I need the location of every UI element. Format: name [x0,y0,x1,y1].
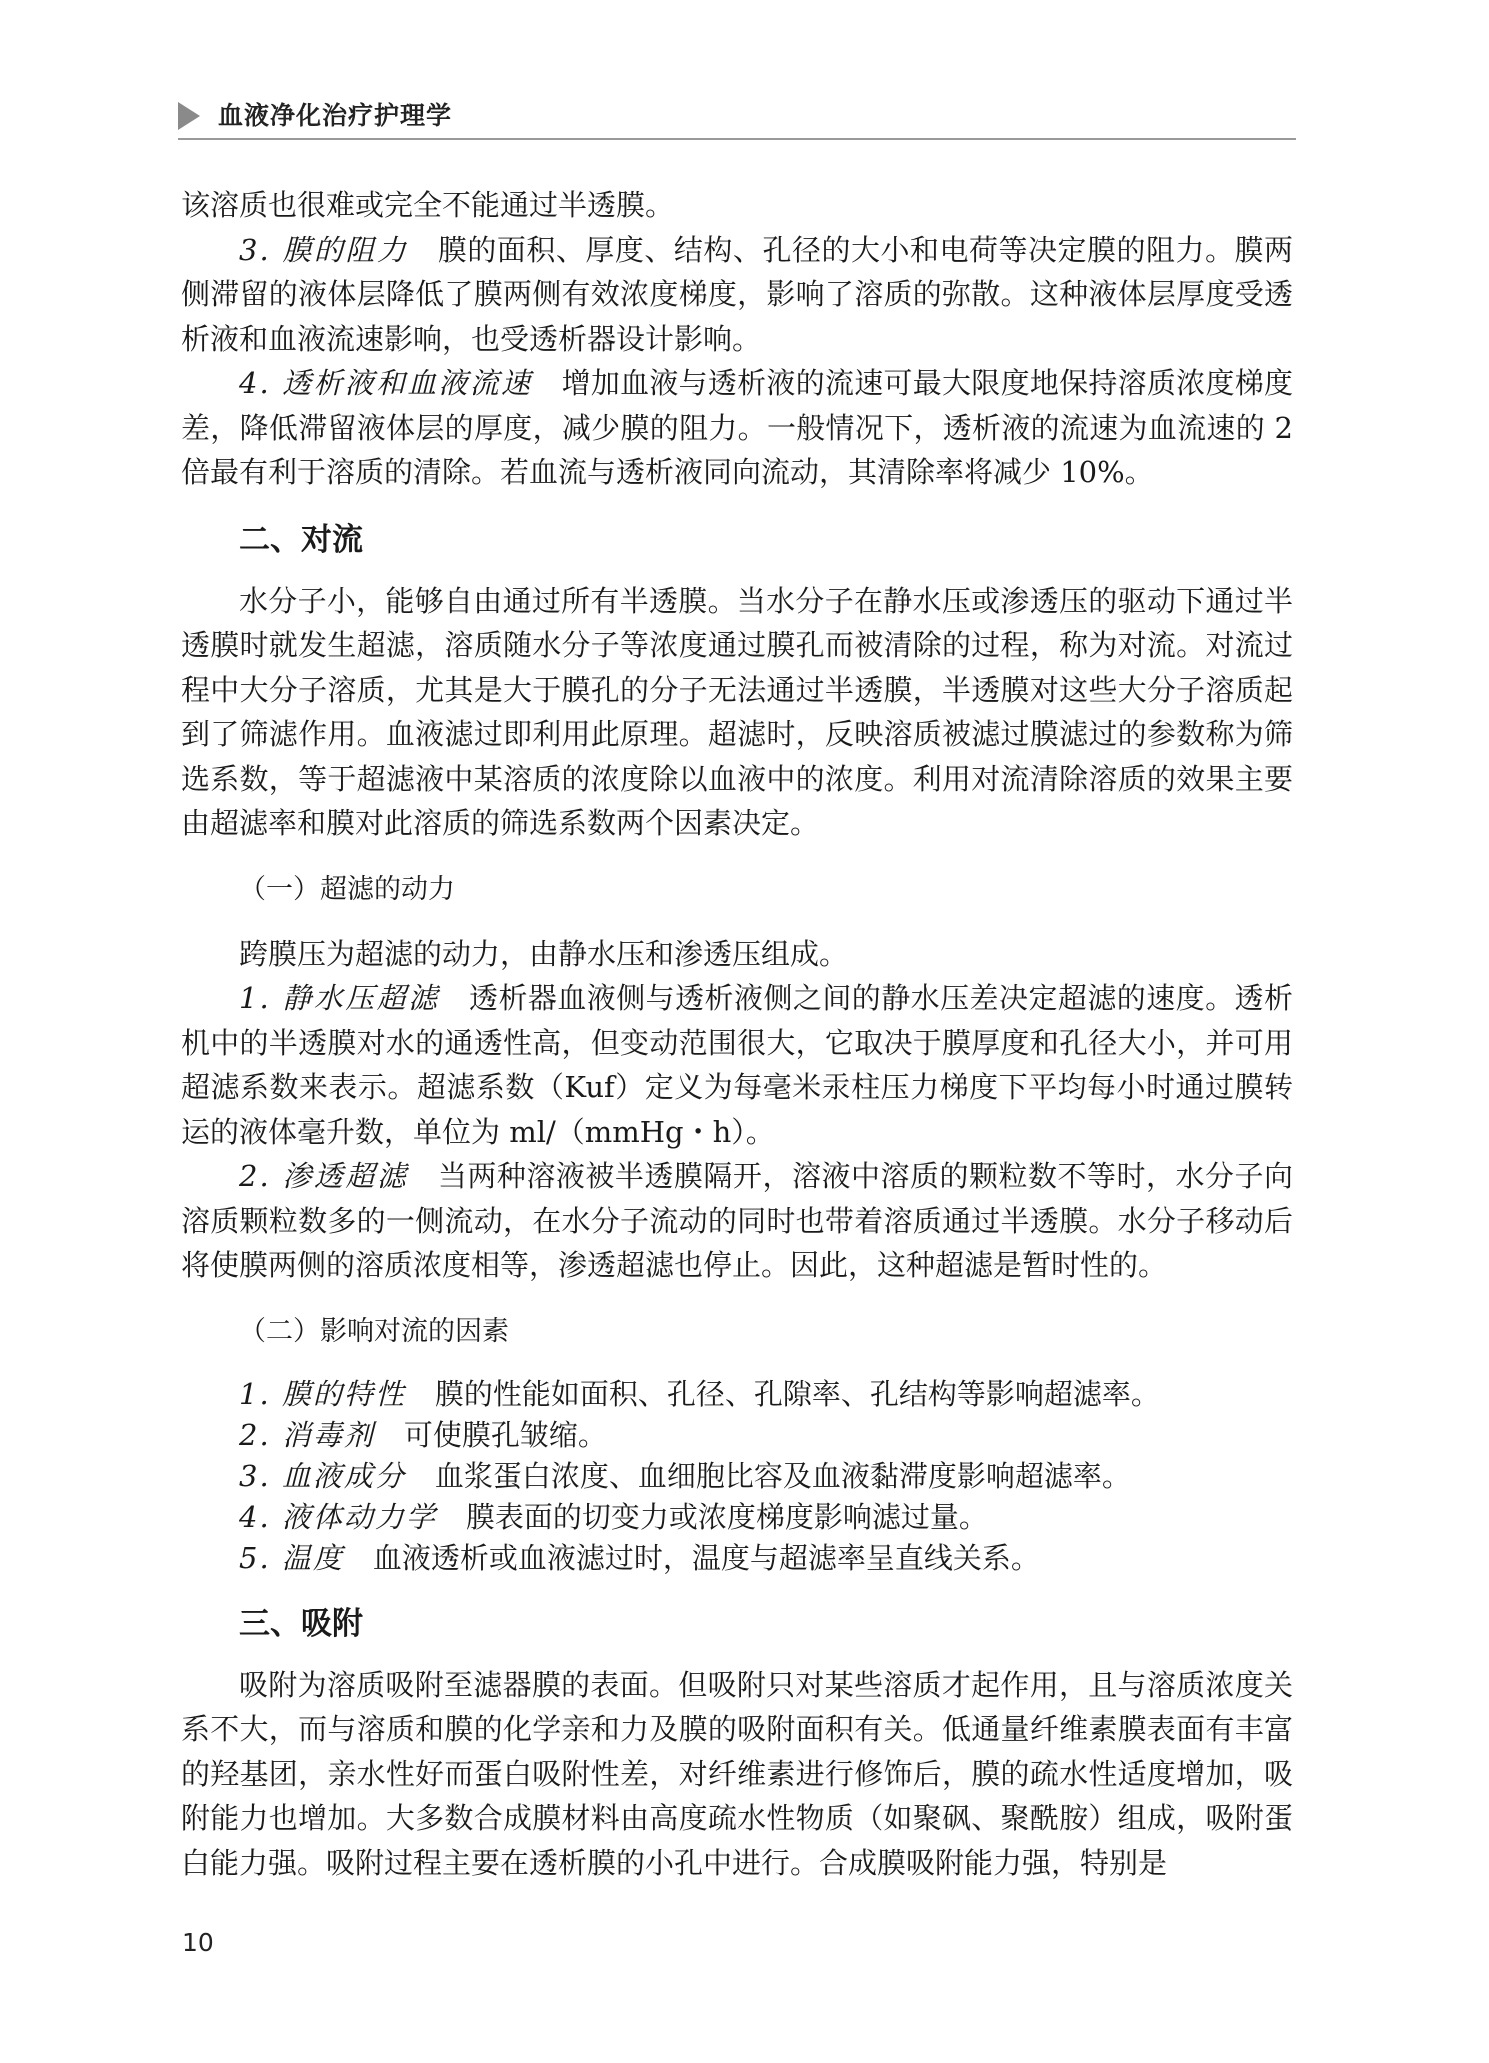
item-text: 可使膜孔皱缩。 [374,1417,607,1452]
item-label: 3. 膜的阻力 [239,232,409,267]
item-label: 4. 液体动力学 [239,1499,437,1534]
paragraph-membrane-resistance [181,228,1293,362]
list-item [181,1456,1293,1497]
section-heading-convection: 二、对流 [239,521,363,558]
list-item [181,1538,1293,1579]
running-head [178,100,1296,136]
item-label: 2. 渗透超滤 [239,1159,409,1193]
item-text: 透析器血液侧与透析液侧之间的静水压差决定超滤的速度。透析机中的半透膜对水的通透性高，但变动范围很大，它取决于膜厚度和孔径大小，并可用超滤系数来表示。超滤系数（Kuf）定义为每毫米汞柱压力梯度下平均每小时通过膜转运的液体毫升数，单位为 ml/（mmHg・h）。 [181,981,1293,1149]
item-label: 3. 血液成分 [239,1458,406,1493]
paragraph-convection: 水分子小，能够自由通过所有半透膜。当水分子在静水压或渗透压的驱动下通过半透膜时就发生超滤，溶质随水分子等浓度通过膜孔而被清除的过程，称为对流。对流过程中大分子溶质，尤其是大于膜孔的分子无法通过半透膜，半透膜对这些大分子溶质起到了筛滤作用。血液滤过即利用此原理。超滤时，反映溶质被滤过膜滤过的参数称为筛选系数，等于超滤液中某溶质的浓度除以血液中的浓度。利用对流清除溶质的效果主要由超滤率和膜对此溶质的筛选系数两个因素决定。 [181,583,1293,840]
list-item [181,1497,1293,1538]
item-text: 血浆蛋白浓度、血细胞比容及血液黏滞度影响超滤率。 [405,1458,1131,1493]
item-label: 4. 透析液和血液流速 [239,366,533,400]
paragraph-hydrostatic-ultrafiltration [181,976,1293,1154]
item-text: 血液透析或血液滤过时，温度与超滤率呈直线关系。 [343,1540,1040,1575]
paragraph-continuation: 该溶质也很难或完全不能通过半透膜。 [181,188,675,222]
item-label: 1. 膜的特性 [239,1376,406,1411]
paragraph-flow-rate [181,361,1293,495]
page-number: 10 [182,1928,214,1957]
paragraph-adsorption: 吸附为溶质吸附至滤器膜的表面。但吸附只对某些溶质才起作用，且与溶质浓度关系不大，而与溶质和膜的化学亲和力及膜的吸附面积有关。低通量纤维素膜表面有丰富的羟基团，亲水性好而蛋白吸附性差，对纤维素进行修饰后，膜的疏水性适度增加，吸附能力也增加。大多数合成膜材料由高度疏水性物质（如聚砜、聚酰胺）组成，吸附蛋白能力强。吸附过程主要在透析膜的小孔中进行。合成膜吸附能力强，特别是 [181,1667,1293,1880]
item-text: 膜表面的切变力或浓度梯度影响滤过量。 [436,1499,988,1534]
item-label: 2. 消毒剂 [239,1417,375,1452]
section-heading-adsorption: 三、吸附 [239,1605,363,1642]
triangle-marker-icon [178,102,200,130]
item-text: 膜的性能如面积、孔径、孔隙率、孔结构等影响超滤率。 [405,1376,1160,1411]
paragraph-osmotic-ultrafiltration [181,1154,1293,1288]
item-label: 1. 静水压超滤 [239,981,440,1015]
item-text: 膜的面积、厚度、结构、孔径的大小和电荷等决定膜的阻力。膜两侧滞留的液体层降低了膜两侧有效浓度梯度，影响了溶质的弥散。这种液体层厚度受透析液和血液流速影响，也受透析器设计影响。 [181,232,1293,356]
factor-list [181,1374,1293,1579]
item-label: 5. 温度 [239,1540,344,1575]
header-rule [178,138,1296,140]
list-item [181,1415,1293,1456]
item-text: 当两种溶液被半透膜隔开，溶液中溶质的颗粒数不等时，水分子向溶质颗粒数多的一侧流动，在水分子流动的同时也带着溶质通过半透膜。水分子移动后将使膜两侧的溶质浓度相等，渗透超滤也停止。因此，这种超滤是暂时性的。 [181,1159,1293,1282]
item-text: 增加血液与透析液的流速可最大限度地保持溶质浓度梯度差，降低滞留液体层的厚度，减少膜的阻力。一般情况下，透析液的流速为血流速的 2 倍最有利于溶质的清除。若血流与透析液同向流动，其清除率将减少 10%。 [181,366,1293,489]
subsection-heading-driving-force: （一）超滤的动力 [239,873,455,905]
list-item [181,1374,1293,1415]
page-body [181,183,1293,1885]
paragraph-transmembrane-pressure: 跨膜压为超滤的动力，由静水压和渗透压组成。 [239,936,849,971]
subsection-heading-factors: （二）影响对流的因素 [239,1315,509,1347]
book-title: 血液净化治疗护理学 [218,101,453,130]
